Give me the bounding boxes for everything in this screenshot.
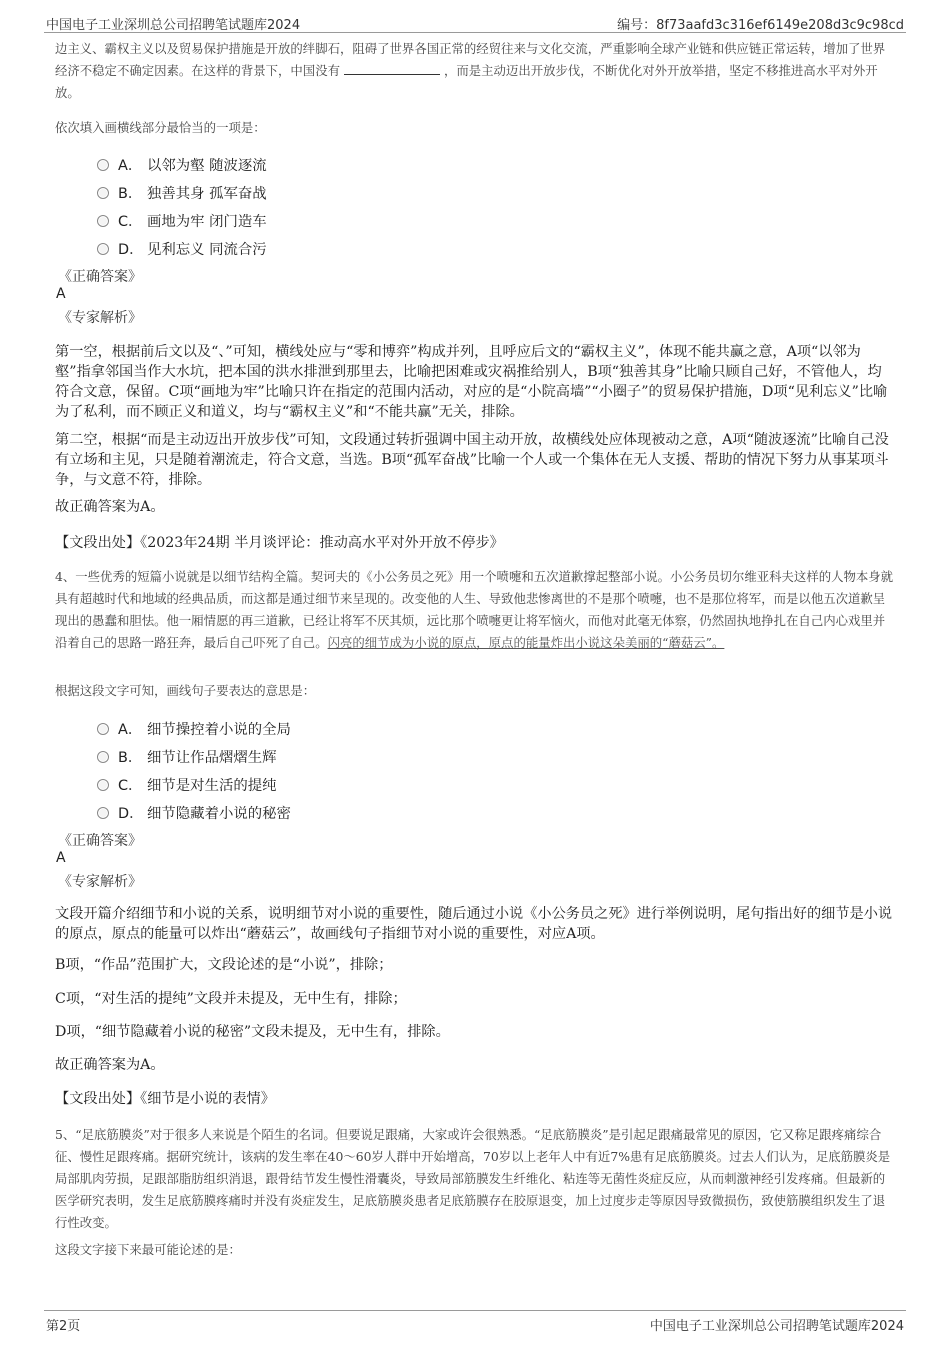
radio-icon[interactable] xyxy=(97,187,109,199)
q3-options xyxy=(95,152,595,264)
radio-icon[interactable] xyxy=(97,723,109,735)
q3-option-d[interactable] xyxy=(95,236,595,264)
q3-passage-before: 边主义、霸权主义以及贸易保护措施是开放的绊脚石，阻碍了世界各国正常的经贸往来与文化交流，严重影响全球产业链和供应链正常运转，增加了世界经济不稳定不确定因素。在这样的背景下，中国没有 xyxy=(55,41,886,78)
q4-analysis-label: 《专家解析》 xyxy=(58,874,142,890)
radio-icon[interactable] xyxy=(97,159,109,171)
q3-analysis-1: 第一空，根据前后文以及“、”可知，横线处应与“零和博弈”构成并列，且呼应后文的“霸权主义”，体现不能共赢之意，A项“以邻为壑”指拿邻国当作大水坑，把本国的洪水排泄到那里去，比喻把困难或灾祸推给别人，B项“独善其身”比喻只顾自己好，不管他人，均符合文意，保留。C项“画地为牢”比喻只许在指定的范围内活动，对应的是“小院高墙”“小圈子”的贸易保护措施，D项“见利忘义”比喻为了私利，而不顾正义和道义，均与“霸权主义”和“不能共赢”无关，排除。 xyxy=(55,344,888,420)
q4-analysis-4: D项，“细节隐藏着小说的秘密”文段未提及，无中生有，排除。 xyxy=(55,1024,450,1040)
option-letter: B． xyxy=(118,750,143,766)
radio-icon[interactable] xyxy=(97,807,109,819)
option-letter: A． xyxy=(118,158,143,174)
q3-option-a[interactable] xyxy=(95,152,595,180)
q4-underlined-sentence: 闪亮的细节成为小说的原点，原点的能量炸出小说这朵美丽的“蘑菇云”。 xyxy=(327,635,725,650)
q4-option-d[interactable] xyxy=(95,800,595,828)
q4-answer-label: 《正确答案》 xyxy=(58,833,142,849)
header-title: 中国电子工业深圳总公司招聘笔试题库2024 xyxy=(46,18,301,33)
radio-icon[interactable] xyxy=(97,215,109,227)
q4-passage xyxy=(55,566,895,654)
q4-source: 【文段出处】《细节是小说的表情》 xyxy=(55,1091,275,1107)
q3-option-c[interactable] xyxy=(95,208,595,236)
q3-source: 【文段出处】《2023年24期 半月谈评论：推动高水平对外开放不停步》 xyxy=(55,535,504,551)
q4-stem: 根据这段文字可知，画线句子要表达的意思是： xyxy=(55,683,316,698)
q4-option-a[interactable] xyxy=(95,716,595,744)
q3-analysis-label: 《专家解析》 xyxy=(58,310,142,326)
q4-conclusion: 故正确答案为A。 xyxy=(55,1057,165,1073)
q4-passage-text: 4、一些优秀的短篇小说就是以细节结构全篇。契诃夫的《小公务员之死》用一个喷嚏和五次道歉撑起整部小说。小公务员切尔维亚科夫这样的人物本身就具有超越时代和地域的经典品质，而这都是通过细节来呈现的。改变他的人生、导致他悲惨离世的不是那个喷嚏，也不是那位将军，而是以他五次道歉呈现出的愚蠢和胆怯。他一厢情愿的再三道歉，已经让将军不厌其烦，远比那个喷嚏更让将军恼火，而他对此毫无体察，仍然固执地挣扎在自己内心戏里并沿着自己的思路一路狂奔，最后自己吓死了自己。 xyxy=(55,569,894,650)
q4-option-b[interactable] xyxy=(95,744,595,772)
q4-answer: A xyxy=(56,850,66,866)
option-letter: A． xyxy=(118,722,143,738)
page-header xyxy=(44,8,906,33)
radio-icon[interactable] xyxy=(97,243,109,255)
q3-conclusion: 故正确答案为A。 xyxy=(55,499,165,515)
option-text: 见利忘义 同流合污 xyxy=(147,242,267,258)
q4-analysis-3: C项，“对生活的提纯”文段并未提及，无中生有，排除； xyxy=(55,991,407,1007)
q4-analysis-2: B项，“作品”范围扩大，文段论述的是“小说”，排除； xyxy=(55,957,393,973)
header-doc-id: 编号：8f73aafd3c316ef6149e208d3c9c98cd xyxy=(617,18,904,33)
page-footer xyxy=(44,1310,906,1335)
option-letter: B． xyxy=(118,186,143,202)
option-text: 细节让作品熠熠生辉 xyxy=(147,750,277,766)
option-text: 细节隐藏着小说的秘密 xyxy=(147,806,291,822)
q3-passage xyxy=(55,38,895,104)
q5-stem: 这段文字接下来最可能论述的是： xyxy=(55,1242,241,1257)
q3-blank-line xyxy=(344,62,440,75)
option-text: 以邻为壑 随波逐流 xyxy=(147,158,267,174)
q3-stem: 依次填入画横线部分最恰当的一项是： xyxy=(55,120,266,135)
q3-passage-after: ，而是主动迈出开放步伐，不断优化对外开放举措，坚定不移推进高水平对外开放。 xyxy=(55,63,878,100)
q4-option-c[interactable] xyxy=(95,772,595,800)
option-letter: C． xyxy=(118,214,143,230)
q3-analysis-2: 第二空，根据“而是主动迈出开放步伐”可知，文段通过转折强调中国主动开放，故横线处应体现被动之意，A项“随波逐流”比喻自己没有立场和主见，只是随着潮流走，符合文意，当选。B项“孤军奋战”比喻一个人或一个集体在无人支援、帮助的情况下努力从事某项斗争，与文意不符，排除。 xyxy=(55,432,889,488)
q5-passage: 5、“足底筋膜炎”对于很多人来说是个陌生的名词。但要说足跟痛，大家或许会很熟悉。“足底筋膜炎”是引起足跟痛最常见的原因，它又称足跟疼痛综合征、慢性足跟疼痛。据研究统计，该病的发生率在40～60岁人群中开始增高，70岁以上老年人中有近7%患有足底筋膜炎。过去人们认为，足底筋膜炎是局部肌肉劳损，足跟部脂肪组织消退，跟骨结节发生慢性滑囊炎，导致局部筋膜发生纤维化、粘连等无菌性炎症反应，从而刺激神经引发疼痛。但最新的医学研究表明，发生足底筋膜疼痛时并没有炎症发生，足底筋膜炎患者足底筋膜存在胶原退变，加上过度步走等原因导致微损伤，致使筋膜组织发生了退行性改变。 xyxy=(55,1127,891,1230)
q3-answer-label: 《正确答案》 xyxy=(58,269,142,285)
q4-analysis-1: 文段开篇介绍细节和小说的关系，说明细节对小说的重要性，随后通过小说《小公务员之死》进行举例说明，尾句指出好的细节是小说的原点，原点的能量可以炸出“蘑菇云”，故画线句子指细节对小说的重要性，对应A项。 xyxy=(55,906,893,942)
option-letter: C． xyxy=(118,778,143,794)
radio-icon[interactable] xyxy=(97,779,109,791)
option-text: 独善其身 孤军奋战 xyxy=(147,186,267,202)
q3-option-b[interactable] xyxy=(95,180,595,208)
q4-options xyxy=(95,716,595,828)
page-number: 第2页 xyxy=(46,1319,81,1334)
option-letter: D． xyxy=(118,806,144,822)
option-text: 细节是对生活的提纯 xyxy=(147,778,277,794)
option-text: 画地为牢 闭门造车 xyxy=(147,214,267,230)
q3-answer: A xyxy=(56,286,66,302)
option-text: 细节操控着小说的全局 xyxy=(147,722,291,738)
footer-title: 中国电子工业深圳总公司招聘笔试题库2024 xyxy=(649,1319,904,1334)
option-letter: D． xyxy=(118,242,144,258)
radio-icon[interactable] xyxy=(97,751,109,763)
